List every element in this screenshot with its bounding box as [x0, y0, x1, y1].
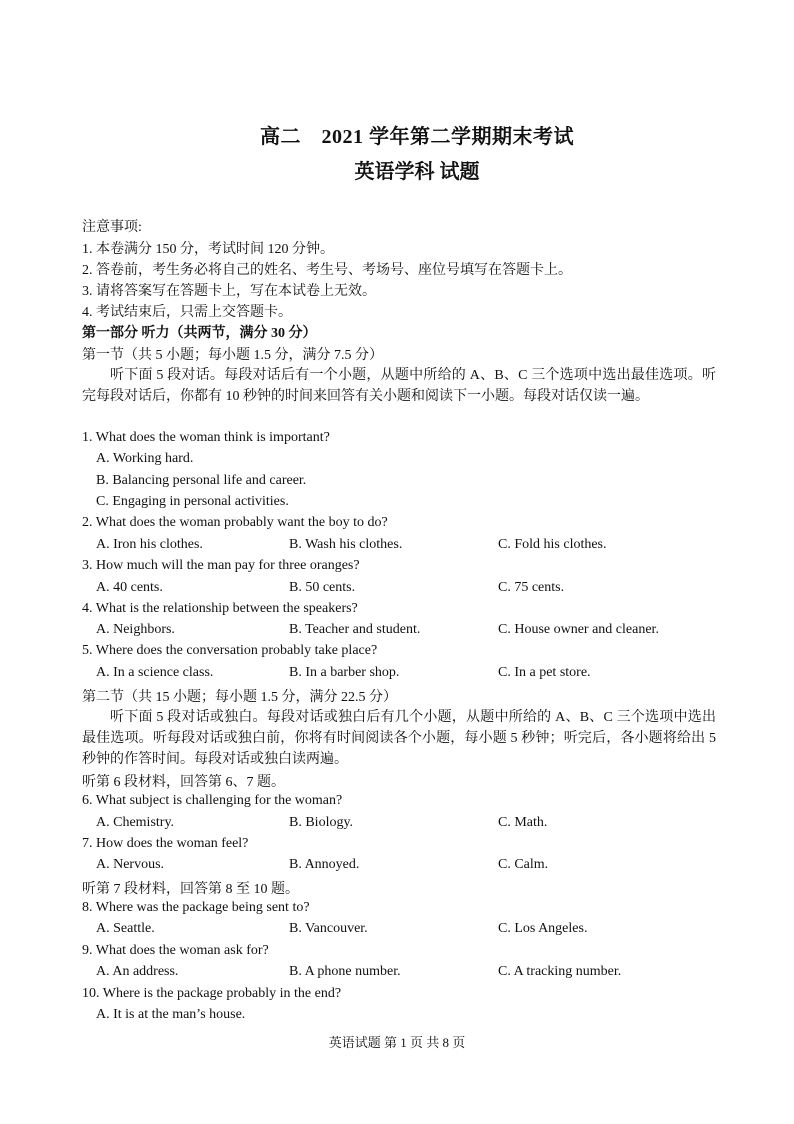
q7-option-b: B. Annoyed.	[289, 857, 360, 872]
material-6-note: 听第 6 段材料，回答第 6、7 题。	[82, 775, 285, 790]
q9-option-c: C. A tracking number.	[498, 964, 622, 979]
notice-item-1: 1. 本卷满分 150 分，考试时间 120 分钟。	[82, 242, 334, 257]
exam-title: 高二 2021 学年第二学期期末考试	[260, 126, 574, 148]
question-5: 5. Where does the conversation probably take place?	[82, 643, 378, 658]
q1-option-b: B. Balancing personal life and career.	[96, 473, 307, 488]
question-4: 4. What is the relationship between the speakers?	[82, 601, 358, 616]
q1-option-c: C. Engaging in personal activities.	[96, 494, 289, 509]
question-3: 3. How much will the man pay for three oranges?	[82, 558, 360, 573]
q6-option-c: C. Math.	[498, 815, 548, 830]
question-7: 7. How does the woman feel?	[82, 836, 249, 851]
q2-option-c: C. Fold his clothes.	[498, 537, 607, 552]
section2-instructions: 听下面 5 段对话或独白。每段对话或独白后有几个小题，从题中所给的 A、B、C 三个选项中选出最佳选项。听每段对话或独白前，你将有时间阅读各个小题，每小题 5 秒钟；听完后，各小题将给出 5 秒钟的作答时间。每段对话或独白读两遍。	[82, 710, 716, 767]
q9-option-a: A. An address.	[96, 964, 179, 979]
q6-option-b: B. Biology.	[289, 815, 354, 830]
question-6: 6. What subject is challenging for the woman?	[82, 793, 343, 808]
q1-option-a: A. Working hard.	[96, 451, 194, 466]
q8-option-b: B. Vancouver.	[289, 921, 368, 936]
section1-instructions: 听下面 5 段对话。每段对话后有一个小题，从题中所给的 A、B、C 三个选项中选出最佳选项。听完每段对话后，你都有 10 秒钟的时间来回答有关小题和阅读下一小题。每段对话仅读一遍。	[82, 368, 716, 404]
q2-option-b: B. Wash his clothes.	[289, 537, 403, 552]
question-2: 2. What does the woman probably want the boy to do?	[82, 515, 388, 530]
q5-option-c: C. In a pet store.	[498, 665, 591, 680]
question-1: 1. What does the woman think is important?	[82, 430, 330, 445]
part1-heading: 第一部分 听力（共两节，满分 30 分）	[82, 326, 317, 341]
q3-option-a: A. 40 cents.	[96, 580, 163, 595]
notice-item-3: 3. 请将答案写在答题卡上，写在本试卷上无效。	[82, 284, 376, 299]
question-8: 8. Where was the package being sent to?	[82, 900, 310, 915]
notice-item-2: 2. 答卷前，考生务必将自己的姓名、考生号、考场号、座位号填写在答题卡上。	[82, 263, 572, 278]
notice-heading: 注意事项:	[82, 220, 142, 235]
q9-option-b: B. A phone number.	[289, 964, 401, 979]
q8-option-a: A. Seattle.	[96, 921, 155, 936]
notice-item-4: 4. 考试结束后，只需上交答题卡。	[82, 305, 292, 320]
q7-option-a: A. Nervous.	[96, 857, 165, 872]
q3-option-c: C. 75 cents.	[498, 580, 565, 595]
question-10: 10. Where is the package probably in the end?	[82, 986, 342, 1001]
material-7-note: 听第 7 段材料，回答第 8 至 10 题。	[82, 882, 299, 897]
q4-option-c: C. House owner and cleaner.	[498, 622, 659, 637]
q7-option-c: C. Calm.	[498, 857, 549, 872]
q4-option-b: B. Teacher and student.	[289, 622, 421, 637]
q4-option-a: A. Neighbors.	[96, 622, 175, 637]
q6-option-a: A. Chemistry.	[96, 815, 175, 830]
q8-option-c: C. Los Angeles.	[498, 921, 588, 936]
q2-option-a: A. Iron his clothes.	[96, 537, 203, 552]
section2-heading: 第二节（共 15 小题；每小题 1.5 分，满分 22.5 分）	[82, 690, 397, 705]
q5-option-b: B. In a barber shop.	[289, 665, 400, 680]
exam-subtitle: 英语学科 试题	[354, 161, 480, 183]
q10-option-a: A. It is at the man’s house.	[96, 1007, 246, 1022]
q5-option-a: A. In a science class.	[96, 665, 214, 680]
section1-heading: 第一节（共 5 小题；每小题 1.5 分，满分 7.5 分）	[82, 348, 383, 363]
question-9: 9. What does the woman ask for?	[82, 943, 269, 958]
q3-option-b: B. 50 cents.	[289, 580, 356, 595]
page-footer: 英语试题 第 1 页 共 8 页	[328, 1035, 466, 1050]
